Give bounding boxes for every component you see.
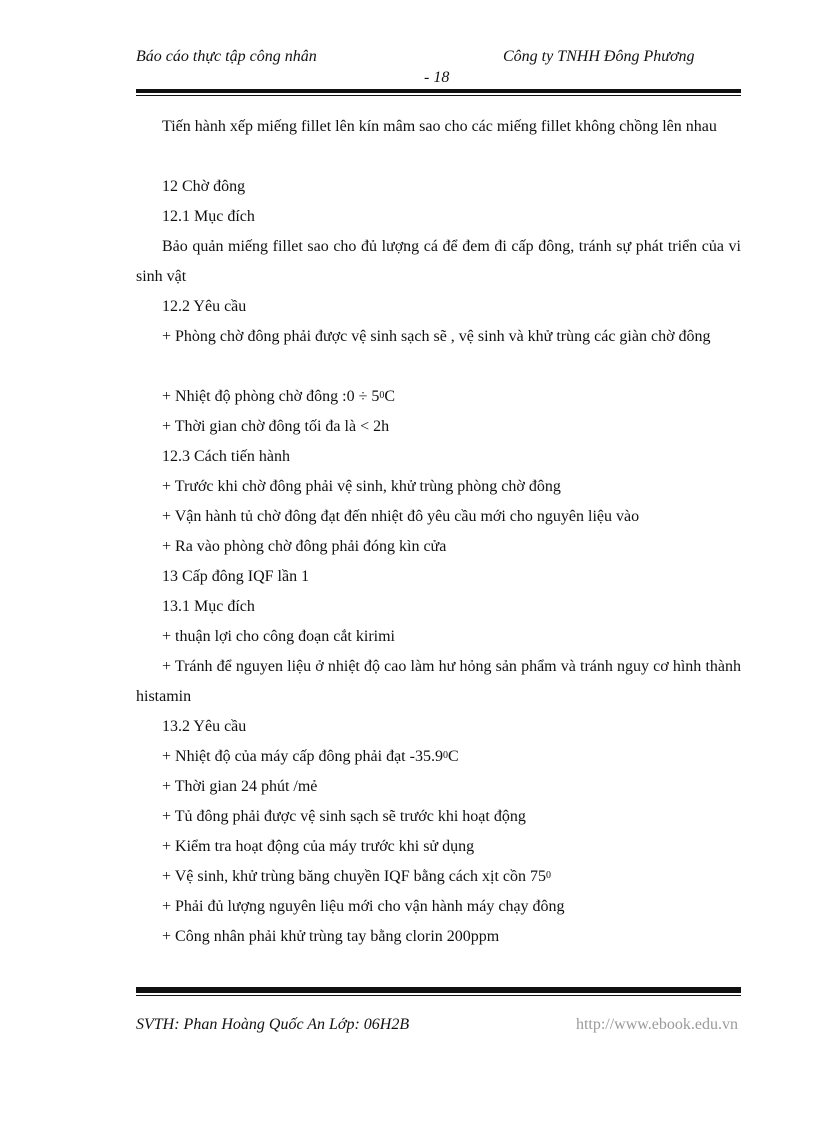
list-item: + thuận lợi cho công đoạn cắt kirimi (162, 628, 395, 645)
heading-12-3: 12.3 Cách tiến hành (162, 448, 290, 465)
heading-13: 13 Cấp đông IQF lần 1 (162, 568, 310, 585)
heading-13-1: 13.1 Mục đích (162, 598, 255, 615)
header-rule-thin (136, 95, 741, 96)
page-number: - 18 (424, 69, 450, 86)
list-item: + Công nhân phải khử trùng tay bằng clorin 200ppm (162, 928, 500, 945)
paragraph-purpose-12: Bảo quản miếng fillet sao cho đủ lượng cá để đem đi cấp đông, tránh sự phát triển của vi sinh vật (136, 238, 741, 285)
heading-13-2: 13.2 Yêu cầu (162, 718, 247, 735)
footer-rule-thin (136, 995, 741, 996)
list-item-temp-iqf: + Nhiệt độ của máy cấp đông phải đạt -35.9$^0$C (162, 748, 459, 765)
document-body (136, 112, 741, 952)
list-item: + Tủ đông phải được vệ sinh sạch sẽ trước khi hoạt động (162, 808, 526, 825)
paragraph-arrange-fillet: Tiến hành xếp miếng fillet lên kín mâm sao cho các miếng fillet không chồng lên nhau (162, 118, 717, 135)
header-report-title: Báo cáo thực tập công nhân (136, 48, 317, 65)
list-item: + Vận hành tủ chờ đông đạt đến nhiệt đô yêu cầu mới cho nguyên liệu vào (162, 508, 640, 525)
list-item: + Phòng chờ đông phải được vệ sinh sạch sẽ , vệ sinh và khử trùng các giàn chờ đông (162, 328, 711, 345)
list-item: + Thời gian chờ đông tối đa là < 2h (162, 418, 390, 435)
header-company-name: Công ty TNHH Đông Phương (503, 48, 695, 65)
list-item: + Phải đủ lượng nguyên liệu mới cho vận hành máy chạy đông (162, 898, 565, 915)
list-item-temp-room: + Nhiệt độ phòng chờ đông :0 ÷ $5^0C$ (162, 388, 396, 405)
footer-student-info: SVTH: Phan Hoàng Quốc An Lớp: 06H2B (136, 1016, 410, 1033)
heading-12: 12 Chờ đông (162, 178, 246, 195)
footer-website-link[interactable]: http://www.ebook.edu.vn (575, 1016, 738, 1033)
header-rule (136, 89, 741, 93)
list-item: + Tránh để nguyen liệu ở nhiệt độ cao làm hư hỏng sản phẩm và tránh nguy cơ hình thành histamin (136, 658, 741, 705)
list-item: + Trước khi chờ đông phải vệ sinh, khử trùng phòng chờ đông (162, 478, 561, 495)
list-item-conveyor: + Vệ sinh, khử trùng băng chuyền IQF bằng cách xịt cồn $75^0$ (162, 868, 551, 885)
heading-12-1: 12.1 Mục đích (162, 208, 255, 225)
list-item: + Kiểm tra hoạt động của máy trước khi sử dụng (162, 838, 475, 855)
heading-12-2: 12.2 Yêu cầu (162, 298, 247, 315)
footer-rule (136, 987, 741, 993)
list-item: + Thời gian 24 phút /mẻ (162, 778, 318, 795)
list-item: + Ra vào phòng chờ đông phải đóng kìn cửa (162, 538, 447, 555)
